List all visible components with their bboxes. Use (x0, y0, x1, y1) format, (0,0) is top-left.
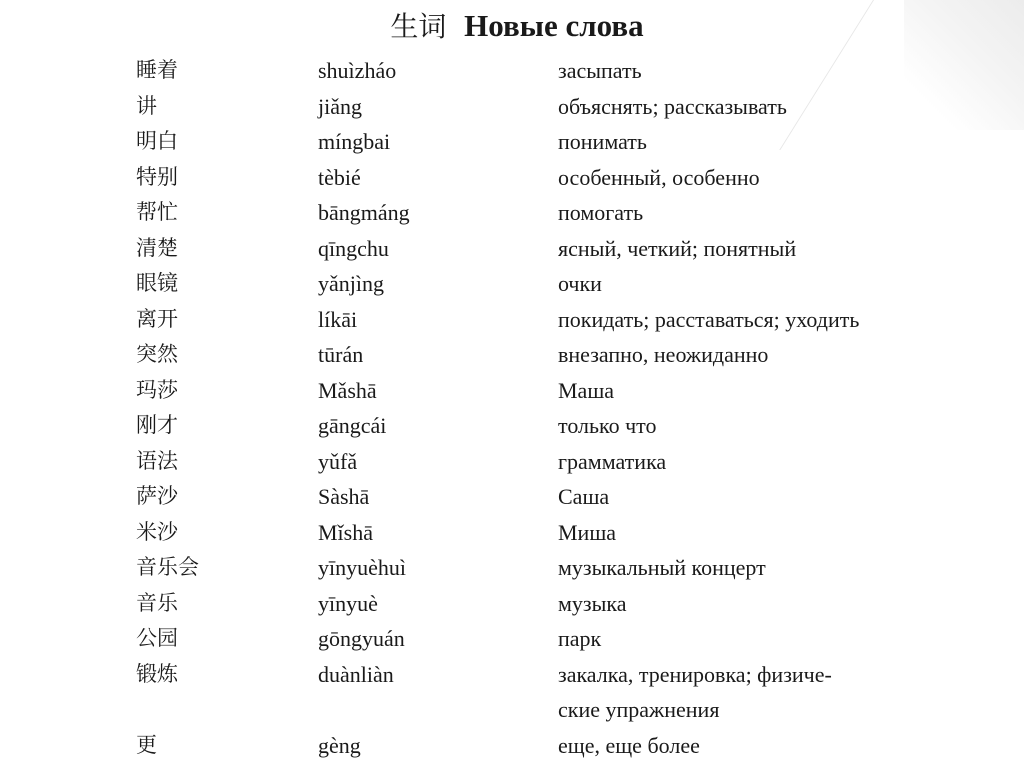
word-hanzi: 眼镜 (136, 271, 178, 295)
word-hanzi: 语法 (136, 448, 178, 473)
word-hanzi: 刚才 (136, 413, 178, 437)
word-meaning (558, 373, 614, 409)
word-meaning-line: ские упражнения (558, 697, 720, 722)
word-meaning (558, 337, 768, 373)
vocab-row (0, 266, 1024, 302)
vocab-row (0, 728, 1024, 764)
word-meaning (558, 53, 642, 89)
vocabulary-list (0, 53, 1024, 763)
word-hanzi: 讲 (136, 93, 157, 118)
word-pinyin: gāngcái (318, 413, 387, 438)
word-hanzi: 锻炼 (136, 661, 178, 686)
word-meaning (558, 231, 796, 267)
word-meaning (558, 195, 643, 231)
page-title (0, 6, 1024, 47)
word-pinyin: Sàshā (318, 484, 370, 509)
word-meaning-line: понимать (558, 129, 647, 154)
word-meaning (558, 302, 859, 338)
word-meaning (558, 515, 616, 551)
word-meaning (558, 89, 787, 125)
vocab-row (0, 444, 1024, 480)
word-meaning (558, 444, 666, 480)
word-meaning (558, 124, 647, 160)
vocab-row (0, 550, 1024, 586)
word-pinyin: tèbié (318, 164, 361, 190)
vocab-row (0, 89, 1024, 125)
vocab-row (0, 160, 1024, 196)
word-hanzi: 萨沙 (136, 484, 178, 508)
word-pinyin: shuìzháo (318, 58, 397, 83)
word-meaning-line: помогать (558, 200, 644, 225)
word-pinyin: yǎnjìng (318, 271, 384, 296)
word-meaning-line: еще, еще более (558, 732, 700, 758)
word-meaning-line: объяснять; рассказывать (558, 93, 787, 119)
word-meaning-line: ясный, четкий; понятный (558, 235, 797, 261)
word-hanzi: 音乐 (136, 590, 178, 615)
word-meaning-line: засыпать (558, 58, 642, 83)
word-pinyin: líkāi (318, 306, 358, 332)
word-hanzi: 公园 (136, 626, 178, 650)
word-pinyin: jiǎng (318, 93, 362, 119)
word-meaning-line: Миша (558, 519, 617, 545)
word-hanzi: 睡着 (136, 58, 178, 82)
word-hanzi: 明白 (136, 129, 178, 153)
word-meaning-line: особенный, особенно (558, 164, 760, 190)
word-pinyin: yǔfǎ (318, 448, 358, 474)
word-meaning (558, 550, 766, 586)
word-meaning (558, 266, 602, 302)
vocab-row (0, 586, 1024, 622)
word-pinyin: Mǐshā (318, 519, 373, 545)
word-pinyin: qīngchu (318, 235, 389, 261)
word-pinyin: yīnyuèhuì (318, 555, 406, 580)
word-meaning (558, 408, 657, 444)
word-meaning (558, 586, 627, 622)
word-hanzi: 特别 (136, 164, 178, 189)
word-meaning-line: музыка (558, 590, 627, 616)
vocab-row (0, 657, 1024, 728)
word-meaning-line: грамматика (558, 448, 667, 474)
title-russian: Новые слова (464, 8, 644, 43)
word-meaning (558, 657, 832, 728)
word-meaning-line: закалка, тренировка; физиче- (558, 661, 832, 687)
word-pinyin: gōngyuán (318, 626, 405, 651)
word-pinyin: Mǎshā (318, 377, 377, 403)
word-hanzi: 帮忙 (136, 200, 178, 224)
word-meaning-line: Саша (558, 484, 610, 509)
vocab-row (0, 373, 1024, 409)
word-pinyin: bāngmáng (318, 200, 410, 225)
word-meaning (558, 479, 609, 515)
title-chinese: 生词 (390, 10, 447, 43)
word-hanzi: 更 (136, 732, 157, 757)
word-meaning (558, 160, 760, 196)
vocab-row (0, 337, 1024, 373)
word-meaning (558, 621, 601, 657)
vocab-row (0, 231, 1024, 267)
word-pinyin: tūrán (318, 342, 364, 367)
vocab-row (0, 53, 1024, 89)
word-pinyin: yīnyuè (318, 590, 378, 616)
word-meaning-line: Маша (558, 377, 615, 403)
vocab-row (0, 302, 1024, 338)
word-meaning-line: покидать; расставаться; уходить (558, 306, 860, 332)
vocab-row (0, 124, 1024, 160)
word-hanzi: 玛莎 (136, 377, 178, 402)
word-hanzi: 音乐会 (136, 555, 199, 579)
vocab-row (0, 408, 1024, 444)
word-meaning-line: внезапно, неожиданно (558, 342, 769, 367)
vocab-row (0, 479, 1024, 515)
word-pinyin: gèng (318, 732, 361, 758)
word-pinyin: míngbai (318, 129, 391, 154)
word-hanzi: 突然 (136, 342, 178, 366)
vocab-row (0, 621, 1024, 657)
word-meaning-line: только что (558, 413, 657, 438)
word-pinyin: duànliàn (318, 661, 394, 687)
word-meaning (558, 728, 700, 764)
word-meaning-line: очки (558, 271, 602, 296)
word-hanzi: 清楚 (136, 235, 178, 260)
word-hanzi: 离开 (136, 306, 178, 331)
word-hanzi: 米沙 (136, 519, 178, 544)
word-meaning-line: парк (558, 626, 602, 651)
word-meaning-line: музыкальный концерт (558, 555, 766, 580)
vocab-row (0, 515, 1024, 551)
vocab-row (0, 195, 1024, 231)
